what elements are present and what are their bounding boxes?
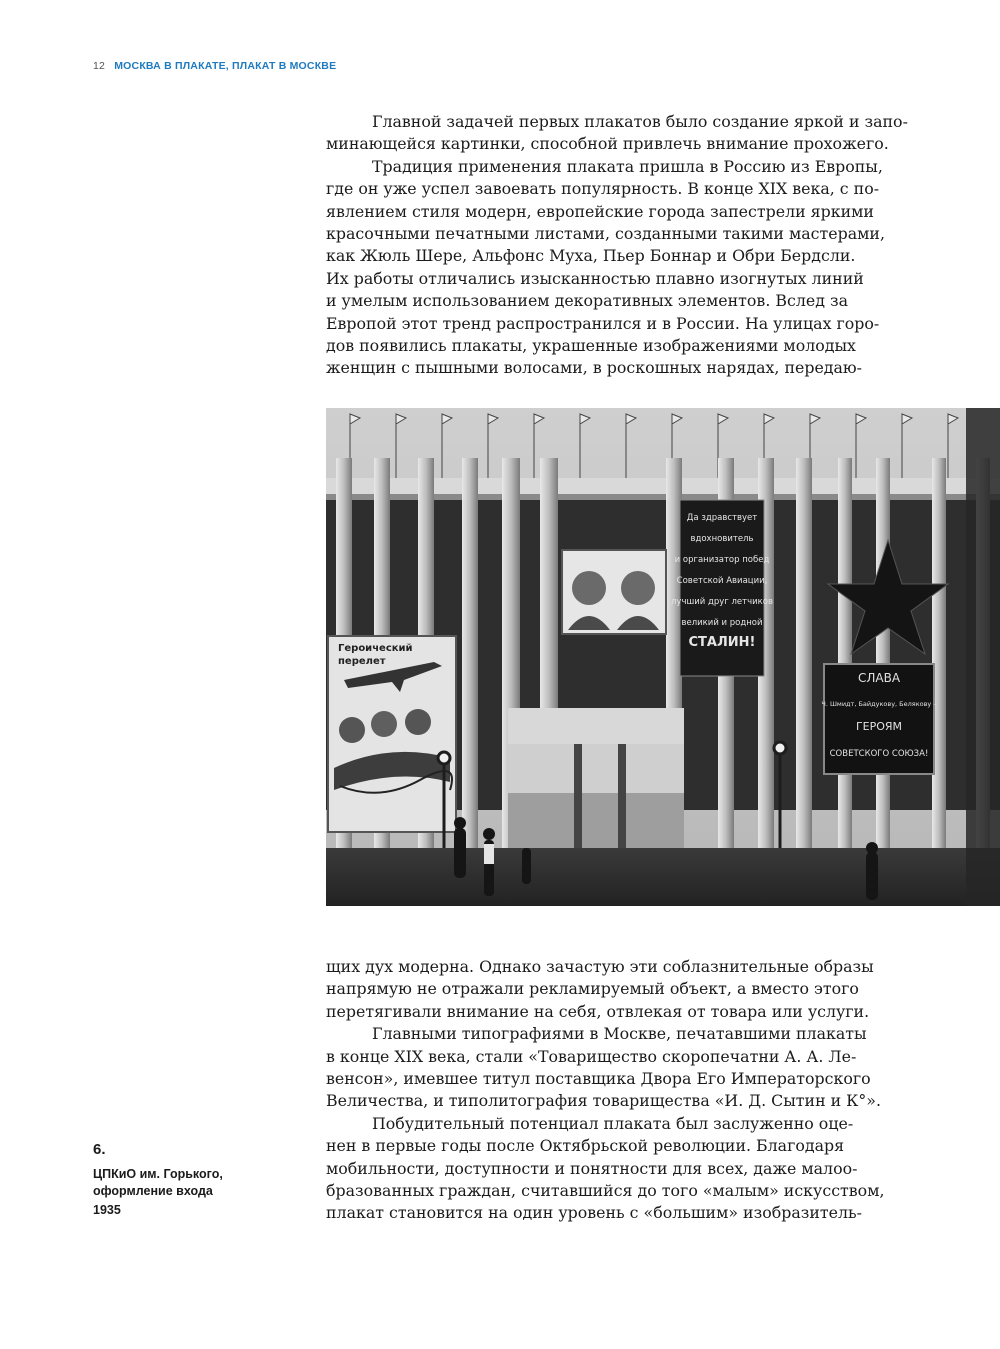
photo-illustration [326,408,1000,906]
text-line: красочными печатными листами, созданными такими мастерами, [326,224,885,244]
banner-line: СТАЛИН! [688,635,756,650]
text-line: Главными типографиями в Москве, печатавшими плакаты [372,1024,867,1044]
text-line: мобильности, доступности и понятности для всех, даже малоо- [326,1158,858,1178]
text-line: плакат становится на один уровень с «большим» изобразитель- [326,1203,862,1223]
banner-line: и организатор побед [674,555,770,565]
text-line: дов появились плакаты, украшенные изображениями молодых [326,336,856,356]
text-line: Европой этот тренд распространился и в России. На улицах горо- [326,313,880,333]
text-line: в конце XIX века, стали «Товарищество скоропечатни А. А. Ле- [326,1046,857,1066]
text-line: Величества, и типолитография товарищества «И. Д. Сытин и К°». [326,1091,881,1111]
text-line: Главной задачей первых плакатов было создание яркой и запо- [372,112,908,131]
board-line: СОВЕТСКОГО СОЮЗА! [829,749,929,759]
text-line: и умелым использованием декоративных элементов. Вслед за [326,291,848,311]
caption-number: 6. [93,1141,106,1158]
caption-year: 1935 [93,1203,121,1217]
text-line: где он уже успел завоевать популярность. В конце XIX века, с по- [326,179,880,199]
banner-line: Советской Авиации, [676,576,768,586]
banner-line: лучший друг летчиков [671,597,773,607]
body-text-top [326,111,908,380]
text-line: минающейся картинки, способной привлечь внимание прохожего. [326,134,889,154]
running-title: МОСКВА В ПЛАКАТЕ, ПЛАКАТ В МОСКВЕ [114,60,337,72]
text-line: как Жюль Шере, Альфонс Муха, Пьер Боннар и Обри Бердсли. [326,246,856,266]
text-line: перетягивали внимание на себя, отвлекая от товара или услуги. [326,1001,870,1021]
text-line: бразованных граждан, считавшийся до того «малым» искусством, [326,1181,885,1201]
board-line: Ч. Шмидт, Байдукову, Белякову – [821,700,937,708]
text-line: Традиция применения плаката пришла в Россию из Европы, [372,156,883,176]
left-poster-line1: Героический [338,643,413,654]
text-line: венсон», имевшее титул поставщика Двора Его Императорского [326,1069,871,1089]
body-text-bottom [326,956,886,1225]
text-line: женщин с пышными волосами, в роскошных нарядах, передаю- [326,358,863,378]
text-line: явлением стиля модерн, европейские города запестрели яркими [326,201,874,221]
left-poster-line2: перелет [338,656,386,667]
banner-line: Да здравствует [686,513,758,523]
archival-photo [326,408,1000,906]
text-line: нен в первые годы после Октябрьской революции. Благодаря [326,1136,845,1156]
figure-caption [93,1141,263,1217]
board-line: СЛАВА [857,671,901,685]
text-line: щих дух модерна. Однако зачастую эти соблазнительные образы [326,957,874,976]
page-number: 12 [93,60,106,72]
text-line: напрямую не отражали рекламируемый объект, а вместо этого [326,979,859,999]
running-header [93,60,336,72]
banner-line: вдохновитель [690,534,754,544]
text-line: Побудительный потенциал плаката был заслуженно оце- [372,1113,854,1133]
text-line: Их работы отличались изысканностью плавно изогнутых линий [326,268,864,288]
board-line: ГЕРОЯМ [855,720,903,733]
banner-line: великий и родной [681,618,763,628]
caption-title: ЦПКиО им. Горького, оформление входа [93,1167,223,1198]
